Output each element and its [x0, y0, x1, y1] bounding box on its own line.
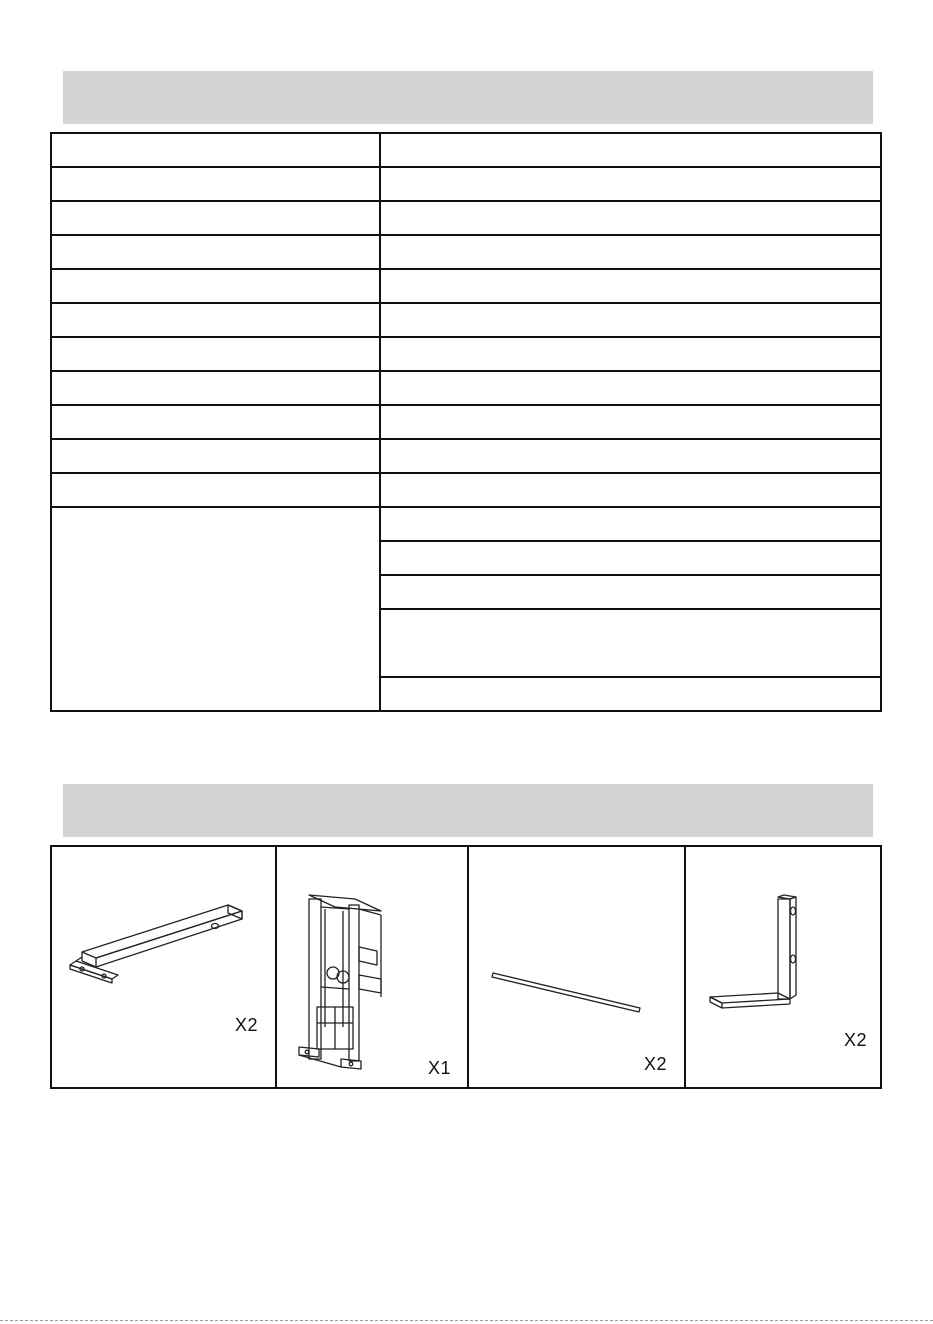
page-bottom-rule	[0, 1320, 933, 1321]
spec-value	[380, 439, 881, 473]
table-row	[51, 473, 881, 507]
base-tube-illustration	[52, 847, 277, 1087]
spec-label	[51, 439, 380, 473]
part-quantity: X2	[844, 1030, 868, 1050]
spec-group-value	[380, 575, 881, 609]
table-row	[51, 167, 881, 201]
spec-label	[51, 201, 380, 235]
part-cell-main-frame	[277, 847, 469, 1087]
spec-group-value	[380, 609, 881, 677]
table-row	[51, 235, 881, 269]
table-row	[51, 133, 881, 167]
part-cell-l-bracket	[686, 847, 880, 1087]
table-row	[51, 405, 881, 439]
spec-label	[51, 473, 380, 507]
spec-value	[380, 303, 881, 337]
table-row	[51, 371, 881, 405]
spec-value	[380, 201, 881, 235]
spec-label	[51, 337, 380, 371]
part-quantity: X1	[428, 1058, 452, 1078]
table-row	[51, 507, 881, 541]
parts-grid	[50, 845, 882, 1089]
rod-illustration	[469, 847, 686, 1087]
spec-group-value	[380, 507, 881, 541]
table-row	[51, 439, 881, 473]
main-frame-illustration	[277, 847, 469, 1087]
spec-label	[51, 269, 380, 303]
parts-header-band	[63, 784, 873, 837]
spec-value	[380, 269, 881, 303]
spec-label	[51, 371, 380, 405]
table-row	[51, 303, 881, 337]
spec-group-value	[380, 541, 881, 575]
spec-label	[51, 303, 380, 337]
spec-label	[51, 167, 380, 201]
spec-value	[380, 405, 881, 439]
spec-label	[51, 133, 380, 167]
spec-value	[380, 337, 881, 371]
spec-label	[51, 235, 380, 269]
spec-value	[380, 167, 881, 201]
specifications-table	[50, 132, 882, 712]
part-quantity: X2	[235, 1015, 259, 1035]
table-row	[51, 269, 881, 303]
spec-value	[380, 473, 881, 507]
part-quantity: X2	[644, 1054, 668, 1074]
spec-value	[380, 133, 881, 167]
part-cell-base-tube	[52, 847, 277, 1087]
part-cell-rod	[469, 847, 686, 1087]
l-bracket-illustration	[686, 847, 883, 1087]
spec-value	[380, 371, 881, 405]
spec-group-value	[380, 677, 881, 711]
spec-group-label	[51, 507, 380, 711]
spec-value	[380, 235, 881, 269]
spec-label	[51, 405, 380, 439]
table-row	[51, 337, 881, 371]
table-row	[51, 201, 881, 235]
specifications-header-band	[63, 71, 873, 124]
